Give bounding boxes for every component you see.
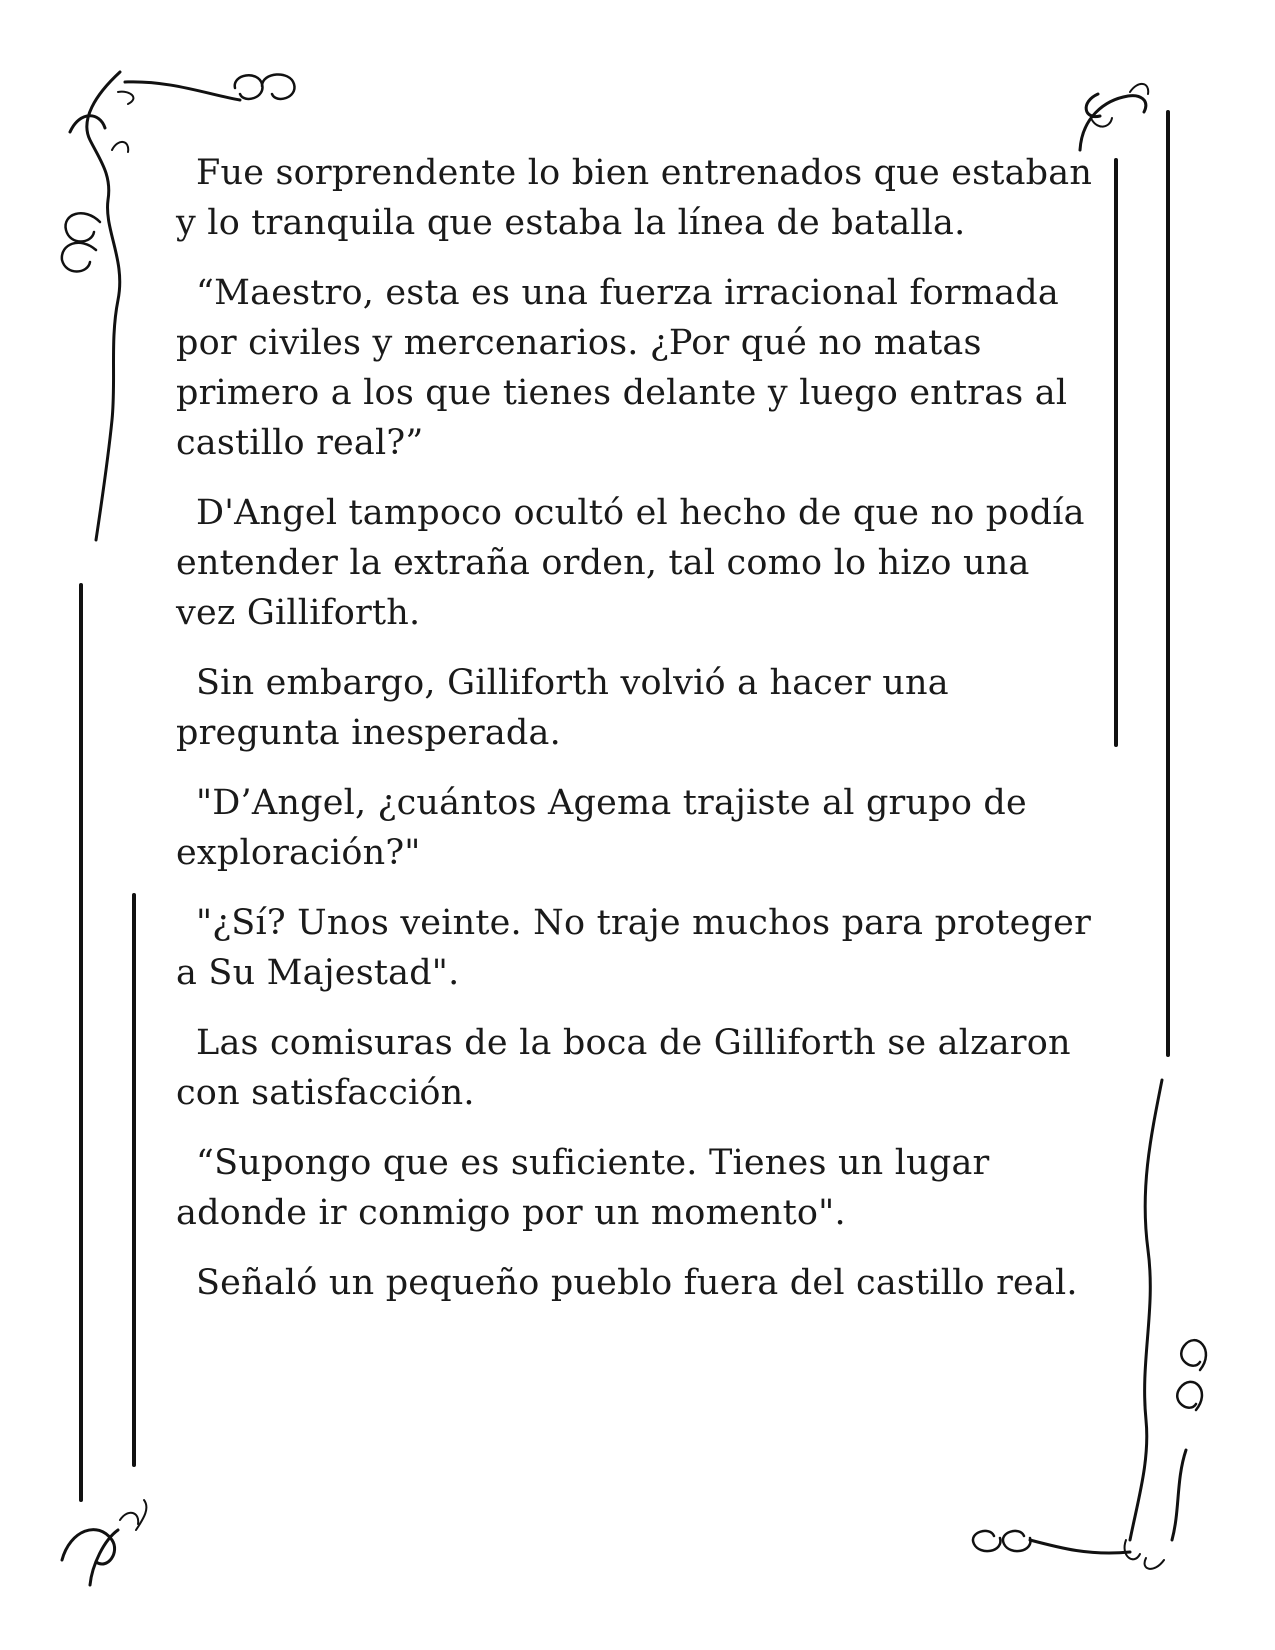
paragraph: Señaló un pequeño pueblo fuera del castillo real.	[196, 1263, 1078, 1303]
paragraph: "¿Sí? Unos veinte. No traje muchos para proteger a Su Majestad".	[176, 903, 1092, 993]
flourish-top-right-icon	[1080, 84, 1148, 150]
paragraph: “Maestro, esta es una fuerza irracional formada por civiles y mercenarios. ¿Por qué no matas primero a los que tienes delante y luego entras al castillo real?”	[176, 273, 1068, 463]
paragraph: "D’Angel, ¿cuántos Agema trajiste al grupo de exploración?"	[176, 783, 1027, 873]
paragraph: Las comisuras de la boca de Gilliforth se alzaron con satisfacción.	[176, 1023, 1071, 1113]
flourish-bottom-left-icon	[62, 1500, 146, 1585]
paragraph: Fue sorprendente lo bien entrenados que estaban y lo tranquila que estaba la línea de batalla.	[176, 153, 1093, 243]
paragraph: “Supongo que es suficiente. Tienes un lugar adonde ir conmigo por un momento".	[176, 1143, 990, 1233]
paragraph: D'Angel tampoco ocultó el hecho de que no podía entender la extraña orden, tal como lo hizo una vez Gilliforth.	[176, 493, 1085, 633]
paragraph: Sin embargo, Gilliforth volvió a hacer una pregunta inesperada.	[176, 663, 949, 753]
story-text	[176, 148, 1096, 1328]
